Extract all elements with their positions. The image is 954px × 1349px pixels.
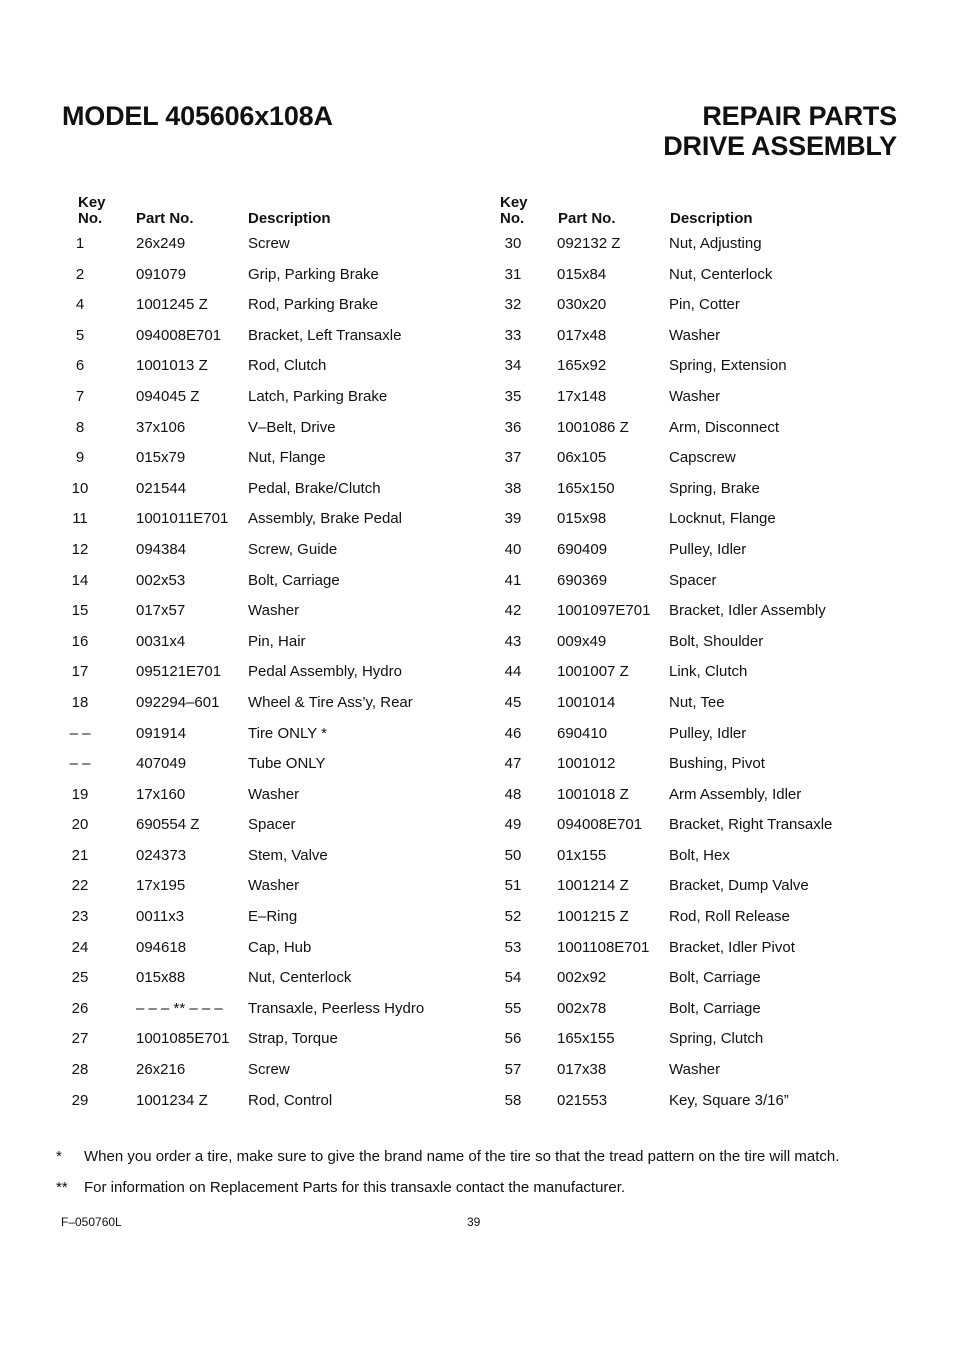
parts-row	[495, 229, 915, 260]
left-part-header: Part No.	[136, 210, 194, 227]
part-description: Spring, Brake	[669, 479, 760, 497]
parts-row	[62, 963, 462, 994]
parts-row	[62, 1055, 462, 1086]
part-description: Tube ONLY	[248, 755, 326, 773]
key-number: 1	[75, 235, 85, 252]
key-number: 34	[504, 357, 522, 375]
part-number: 094384	[136, 540, 187, 558]
part-description: Wheel & Tire Ass’y, Rear	[248, 693, 413, 711]
parts-row	[62, 260, 462, 291]
key-number: 48	[504, 785, 522, 803]
key-number: 22	[71, 877, 89, 895]
footnote-mark: *	[56, 1148, 62, 1165]
key-number: 7	[75, 387, 85, 405]
part-description: Washer	[248, 785, 300, 803]
key-number: 54	[504, 969, 522, 987]
part-description: Bracket, Idler Pivot	[669, 938, 795, 956]
part-number: 024373	[136, 846, 187, 864]
key-number: 10	[71, 479, 89, 497]
part-description: Bolt, Hex	[669, 846, 730, 864]
parts-row	[62, 994, 462, 1025]
part-number: 094045 Z	[136, 387, 200, 405]
parts-row	[62, 902, 462, 933]
right-key-header	[500, 195, 528, 227]
part-number: 017x48	[557, 326, 607, 344]
part-number: 17x195	[136, 877, 186, 895]
part-description: Rod, Control	[248, 1091, 333, 1109]
part-description: Assembly, Brake Pedal	[248, 510, 402, 528]
footnote-text: When you order a tire, make sure to give the brand name of the tire so that the tread pattern on the tire will match.	[84, 1148, 840, 1165]
key-number: 58	[504, 1091, 522, 1109]
part-description: Link, Clutch	[669, 663, 748, 681]
key-number: 29	[71, 1091, 89, 1109]
part-description: Nut, Centerlock	[248, 969, 352, 987]
part-description: Nut, Tee	[669, 693, 725, 711]
parts-list-right	[495, 229, 915, 1116]
part-number: 0031x4	[136, 632, 186, 650]
key-number: 16	[71, 632, 89, 650]
key-number: 21	[71, 846, 89, 864]
key-number: 23	[71, 908, 89, 926]
part-description: Nut, Adjusting	[669, 235, 762, 252]
parts-row	[495, 627, 915, 658]
model-title: MODEL 405606x108A	[62, 101, 333, 131]
part-number: 002x53	[136, 571, 186, 589]
parts-row	[495, 871, 915, 902]
key-number: 5	[75, 326, 85, 344]
part-number: 015x98	[557, 510, 607, 528]
key-number: 26	[71, 999, 89, 1017]
part-description: Bracket, Left Transaxle	[248, 326, 402, 344]
part-description: Screw	[248, 235, 290, 252]
part-description: Strap, Torque	[248, 1030, 338, 1048]
key-number: 37	[504, 449, 522, 467]
parts-row	[62, 596, 462, 627]
parts-row	[62, 1024, 462, 1055]
document-code: F–050760L	[61, 1215, 122, 1229]
key-number: 32	[504, 296, 522, 314]
key-number: 11	[72, 510, 88, 528]
part-number: 094618	[136, 938, 187, 956]
part-number: 1001014	[557, 693, 616, 711]
part-number: 009x49	[557, 632, 607, 650]
key-number: 42	[504, 602, 522, 620]
part-number: 094008E701	[136, 326, 222, 344]
parts-list-left	[62, 229, 462, 1116]
key-number: 50	[504, 846, 522, 864]
parts-row	[495, 535, 915, 566]
parts-row	[495, 351, 915, 382]
part-description: Rod, Parking Brake	[248, 296, 379, 314]
part-number: 092132 Z	[557, 235, 621, 252]
part-number: 091079	[136, 265, 187, 283]
part-description: Bracket, Right Transaxle	[669, 816, 833, 834]
part-description: Washer	[669, 1061, 721, 1079]
part-description: Bolt, Shoulder	[669, 632, 764, 650]
parts-row	[495, 902, 915, 933]
part-description: Key, Square 3/16”	[669, 1091, 789, 1109]
part-number: 26x249	[136, 235, 186, 252]
parts-row	[495, 749, 915, 780]
part-description: Nut, Flange	[248, 449, 326, 467]
part-description: Spring, Clutch	[669, 1030, 764, 1048]
parts-row	[495, 1024, 915, 1055]
part-number: 1001245 Z	[136, 296, 208, 314]
parts-row	[62, 382, 462, 413]
part-number: 1001214 Z	[557, 877, 629, 895]
key-number: 17	[71, 663, 89, 681]
parts-row	[62, 780, 462, 811]
part-number: – – – ** – – –	[136, 999, 223, 1017]
parts-row	[495, 933, 915, 964]
part-number: 092294–601	[136, 693, 220, 711]
left-description-header: Description	[248, 210, 331, 227]
part-description: Washer	[669, 387, 721, 405]
part-description: Bushing, Pivot	[669, 755, 765, 773]
part-number: 017x38	[557, 1061, 607, 1079]
key-number: 49	[504, 816, 522, 834]
part-number: 0011x3	[136, 908, 185, 926]
right-part-header: Part No.	[558, 210, 616, 227]
part-number: 165x155	[557, 1030, 615, 1048]
key-header-line2: No.	[500, 210, 525, 227]
part-description: Stem, Valve	[248, 846, 328, 864]
part-description: Bolt, Carriage	[669, 969, 761, 987]
part-description: Bolt, Carriage	[669, 999, 761, 1017]
parts-row	[62, 719, 462, 750]
key-header-line1: Key	[500, 194, 528, 211]
footnote-mark: **	[56, 1179, 68, 1196]
part-number: 690369	[557, 571, 608, 589]
part-description: Spacer	[248, 816, 296, 834]
page-number: 39	[467, 1215, 481, 1229]
key-number: 45	[504, 693, 522, 711]
parts-row	[62, 290, 462, 321]
key-number: 25	[71, 969, 89, 987]
key-number: 53	[504, 938, 522, 956]
part-number: 015x84	[557, 265, 607, 283]
part-description: Washer	[248, 602, 300, 620]
part-description: Rod, Roll Release	[669, 908, 790, 926]
part-number: 01x155	[557, 846, 607, 864]
part-description: Spacer	[669, 571, 717, 589]
key-number: – –	[69, 755, 91, 773]
part-number: 091914	[136, 724, 187, 742]
part-number: 015x79	[136, 449, 186, 467]
key-header-line2: No.	[78, 210, 103, 227]
part-number: 1001215 Z	[557, 908, 629, 926]
key-number: 12	[71, 540, 89, 558]
part-number: 094008E701	[557, 816, 643, 834]
parts-row	[495, 994, 915, 1025]
part-description: Bracket, Idler Assembly	[669, 602, 826, 620]
key-header-line1: Key	[78, 194, 106, 211]
parts-row	[495, 810, 915, 841]
parts-row	[62, 474, 462, 505]
parts-row	[495, 566, 915, 597]
parts-row	[62, 657, 462, 688]
key-number: 35	[504, 387, 522, 405]
part-description: Arm, Disconnect	[669, 418, 780, 436]
key-number: 38	[504, 479, 522, 497]
parts-row	[62, 627, 462, 658]
parts-row	[62, 688, 462, 719]
parts-row	[495, 963, 915, 994]
part-description: Transaxle, Peerless Hydro	[248, 999, 425, 1017]
part-number: 165x92	[557, 357, 607, 375]
part-number: 1001097E701	[557, 602, 651, 620]
key-number: 19	[71, 785, 89, 803]
key-number: 33	[504, 326, 522, 344]
parts-row	[495, 688, 915, 719]
part-number: 1001018 Z	[557, 785, 629, 803]
part-description: Spring, Extension	[669, 357, 787, 375]
key-number: 28	[71, 1061, 89, 1079]
parts-row	[62, 504, 462, 535]
parts-row	[62, 1086, 462, 1117]
key-number: 44	[504, 663, 522, 681]
part-description: Washer	[669, 326, 721, 344]
part-number: 015x88	[136, 969, 186, 987]
parts-row	[495, 260, 915, 291]
part-number: 1001007 Z	[557, 663, 629, 681]
parts-row	[495, 1055, 915, 1086]
key-number: 36	[504, 418, 522, 436]
right-description-header: Description	[670, 210, 753, 227]
part-number: 1001012	[557, 755, 616, 773]
part-description: Locknut, Flange	[669, 510, 776, 528]
parts-row	[62, 810, 462, 841]
parts-row	[495, 841, 915, 872]
key-number: – –	[69, 724, 91, 742]
part-number: 1001013 Z	[136, 357, 208, 375]
part-number: 1001086 Z	[557, 418, 629, 436]
key-number: 14	[71, 571, 89, 589]
part-number: 690409	[557, 540, 608, 558]
parts-row	[62, 229, 462, 260]
parts-row	[495, 413, 915, 444]
key-number: 4	[75, 296, 85, 314]
key-number: 31	[504, 265, 522, 283]
part-description: Cap, Hub	[248, 938, 312, 956]
part-number: 37x106	[136, 418, 186, 436]
part-number: 1001108E701	[557, 938, 650, 956]
part-description: E–Ring	[248, 908, 298, 926]
key-number: 56	[504, 1030, 522, 1048]
part-description: Bolt, Carriage	[248, 571, 340, 589]
parts-row	[495, 382, 915, 413]
part-number: 407049	[136, 755, 187, 773]
section-title-line2: DRIVE ASSEMBLY	[663, 131, 897, 161]
part-description: Capscrew	[669, 449, 736, 467]
part-number: 690554 Z	[136, 816, 200, 834]
part-description: Pin, Hair	[248, 632, 306, 650]
parts-row	[495, 321, 915, 352]
key-number: 43	[504, 632, 522, 650]
part-number: 1001011E701	[136, 510, 229, 528]
part-description: Bracket, Dump Valve	[669, 877, 809, 895]
part-number: 165x150	[557, 479, 615, 497]
part-description: Grip, Parking Brake	[248, 265, 379, 283]
parts-row	[62, 321, 462, 352]
parts-row	[495, 504, 915, 535]
parts-row	[62, 443, 462, 474]
parts-row	[62, 841, 462, 872]
left-key-header	[78, 195, 106, 227]
part-description: V–Belt, Drive	[248, 418, 336, 436]
part-number: 021553	[557, 1091, 608, 1109]
part-description: Tire ONLY *	[248, 724, 327, 742]
parts-row	[62, 351, 462, 382]
parts-row	[495, 719, 915, 750]
section-title	[663, 101, 897, 161]
parts-row	[495, 780, 915, 811]
part-description: Pedal, Brake/Clutch	[248, 479, 381, 497]
key-number: 27	[71, 1030, 89, 1048]
key-number: 40	[504, 540, 522, 558]
part-description: Rod, Clutch	[248, 357, 327, 375]
part-number: 690410	[557, 724, 608, 742]
part-number: 030x20	[557, 296, 607, 314]
part-number: 095121E701	[136, 663, 222, 681]
key-number: 57	[504, 1061, 522, 1079]
part-description: Nut, Centerlock	[669, 265, 773, 283]
parts-row	[495, 290, 915, 321]
key-number: 8	[75, 418, 85, 436]
part-description: Pulley, Idler	[669, 540, 747, 558]
parts-row	[495, 474, 915, 505]
parts-row	[495, 596, 915, 627]
key-number: 51	[504, 877, 522, 895]
part-number: 1001234 Z	[136, 1091, 208, 1109]
part-description: Latch, Parking Brake	[248, 387, 388, 405]
parts-row	[62, 749, 462, 780]
key-number: 9	[75, 449, 85, 467]
parts-row	[495, 443, 915, 474]
key-number: 46	[504, 724, 522, 742]
part-number: 021544	[136, 479, 187, 497]
part-description: Arm Assembly, Idler	[669, 785, 802, 803]
section-title-line1: REPAIR PARTS	[702, 101, 897, 131]
parts-row	[62, 535, 462, 566]
part-number: 17x160	[136, 785, 186, 803]
key-number: 30	[504, 235, 522, 252]
part-number: 002x78	[557, 999, 607, 1017]
key-number: 47	[504, 755, 522, 773]
parts-row	[62, 871, 462, 902]
part-number: 002x92	[557, 969, 607, 987]
key-number: 24	[71, 938, 89, 956]
key-number: 18	[71, 693, 89, 711]
parts-row	[495, 1086, 915, 1117]
parts-row	[62, 566, 462, 597]
part-description: Screw	[248, 1061, 290, 1079]
part-description: Screw, Guide	[248, 540, 338, 558]
parts-row	[495, 657, 915, 688]
part-description: Pulley, Idler	[669, 724, 747, 742]
key-number: 20	[71, 816, 89, 834]
key-number: 39	[504, 510, 522, 528]
key-number: 2	[75, 265, 85, 283]
key-number: 55	[504, 999, 522, 1017]
key-number: 41	[504, 571, 522, 589]
part-number: 17x148	[557, 387, 607, 405]
part-number: 26x216	[136, 1061, 186, 1079]
part-number: 1001085E701	[136, 1030, 230, 1048]
part-number: 017x57	[136, 602, 186, 620]
parts-row	[62, 933, 462, 964]
key-number: 6	[75, 357, 85, 375]
part-description: Pin, Cotter	[669, 296, 740, 314]
parts-row	[62, 413, 462, 444]
key-number: 52	[504, 908, 522, 926]
key-number: 15	[71, 602, 89, 620]
part-number: 06x105	[557, 449, 607, 467]
part-description: Pedal Assembly, Hydro	[248, 663, 402, 681]
footnote-text: For information on Replacement Parts for this transaxle contact the manufacturer.	[84, 1179, 626, 1196]
part-description: Washer	[248, 877, 300, 895]
